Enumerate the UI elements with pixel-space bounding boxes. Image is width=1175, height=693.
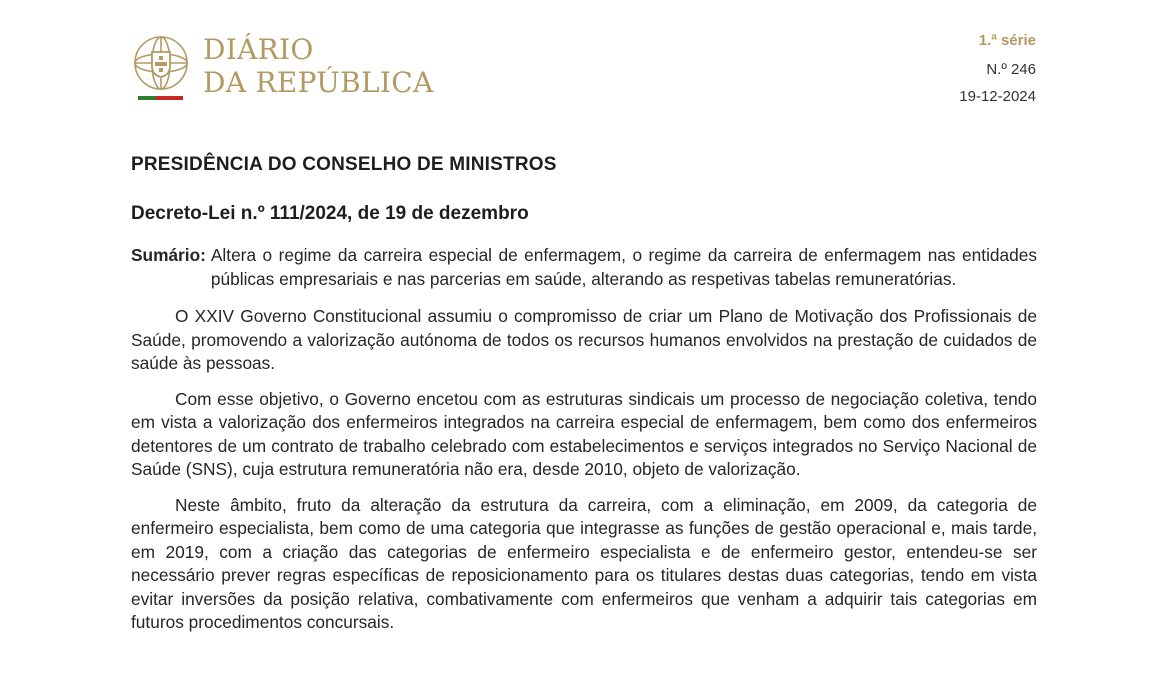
document-body xyxy=(131,150,1037,635)
ministry-heading: PRESIDÊNCIA DO CONSELHO DE MINISTROS xyxy=(131,154,557,175)
brand-line-1: DIÁRIO xyxy=(203,33,314,66)
paragraph-3: Neste âmbito, fruto da alteração da estrutura da carreira, com a eliminação, em 2009, da categoria de enfermeiro especialista, bem como de uma categoria que integrasse as funções de gestão operacional e, mais tarde, em 2019, com a criação das categorias de enfermeiro especialista e de enfermeiro gestor, entendeu-se ser necessário prever regras específicas de reposicionamento para os titulares destas duas categorias, tendo em vista evitar inversões da posição relativa, combativamente com enfermeiros que venham a adquirir tais categorias em futuros procedimentos concursais. xyxy=(131,494,1037,632)
summary-text: Altera o regime da carreira especial de enfermagem, o regime da carreira de enfermagem nas entidades públicas empresariais e nas parcerias em saúde, alterando as respetivas tabelas remuneratórias. xyxy=(210,245,1037,289)
decree-title: Decreto-Lei n.º 111/2024, de 19 de dezembro xyxy=(131,203,529,224)
summary-label: Sumário: xyxy=(131,245,206,265)
series-label: 1.ª série xyxy=(978,32,1036,49)
armillary-sphere-icon xyxy=(132,32,192,102)
brand-title xyxy=(203,33,434,99)
summary-block xyxy=(131,244,1037,291)
issue-date: 19-12-2024 xyxy=(959,88,1036,105)
issue-number: N.º 246 xyxy=(986,61,1036,78)
issue-info xyxy=(959,30,1036,110)
paragraph-2: Com esse objetivo, o Governo encetou com as estruturas sindicais um processo de negociação coletiva, tendo em vista a valorização dos enfermeiros integrados na carreira especial de enfermagem, bem como dos enfermeiros detentores de um contrato de trabalho celebrado com estabelecimentos e serviços integrados no Serviço Nacional de Saúde (SNS), cuja estrutura remuneratória não era, desde 2010, objeto de valorização. xyxy=(131,388,1037,479)
paragraph-1: O XXIV Governo Constitucional assumiu o compromisso de criar um Plano de Motivação dos Profissionais de Saúde, promovendo a valorização autónoma de todos os recursos humanos envolvidos na prestação de cuidados de saúde às pessoas. xyxy=(131,306,1037,373)
brand-line-2: DA REPÚBLICA xyxy=(203,66,434,99)
page-header xyxy=(0,0,1175,120)
